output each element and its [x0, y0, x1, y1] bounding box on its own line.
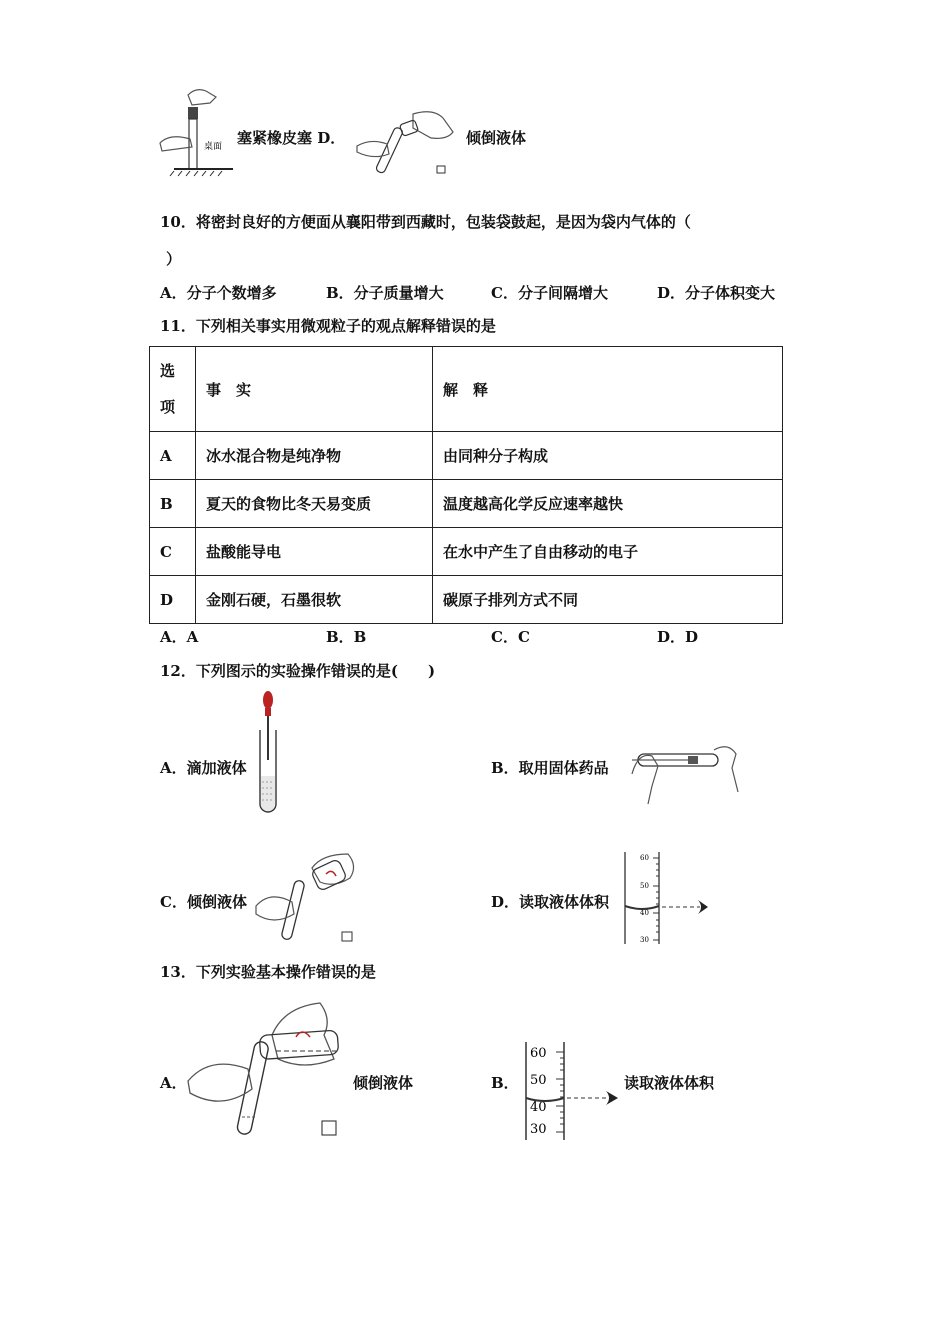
q10-option-b[interactable]: B．分子质量增大: [326, 284, 444, 302]
q13-option-a-letter[interactable]: A．: [160, 1074, 187, 1092]
row-fact: 盐酸能导电: [196, 528, 433, 576]
row-option: B: [150, 480, 196, 528]
row-explanation: 在水中产生了自由移动的电子: [433, 528, 783, 576]
q11-option-b[interactable]: B．B: [326, 628, 367, 646]
q13-option-a-caption: 倾倒液体: [353, 1074, 414, 1092]
pour-liquid-image-c: [254, 850, 362, 946]
row-fact: 冰水混合物是纯净物: [196, 432, 433, 480]
tick-label: 50: [640, 882, 649, 890]
cylinder-reading-image: [622, 850, 717, 946]
header-option-bottom: 项: [160, 398, 176, 416]
pour-liquid-image: [355, 108, 460, 178]
q11-option-d[interactable]: D．D: [657, 628, 699, 646]
q10-option-c[interactable]: C．分子间隔增大: [491, 284, 608, 302]
header-fact: 事 实: [196, 347, 433, 432]
cylinder-reading-image-13b: [524, 1040, 624, 1142]
q12-option-a[interactable]: A．滴加液体: [160, 759, 247, 777]
q12-option-b[interactable]: B．取用固体药品: [491, 759, 609, 777]
option-c-label: 塞紧橡皮塞 D．: [237, 129, 346, 147]
q13-option-b-letter[interactable]: B．: [491, 1074, 519, 1092]
row-fact: 金刚石硬，石墨很软: [196, 576, 433, 624]
tick-label: 60: [530, 1046, 547, 1061]
tick-label: 30: [530, 1122, 547, 1137]
table-header-row: [150, 347, 783, 432]
dropper-test-tube-image: [256, 690, 280, 814]
option-d-label: 倾倒液体: [466, 129, 527, 147]
q10-option-d[interactable]: D．分子体积变大: [657, 284, 776, 302]
insert-stopper-image: [158, 85, 233, 177]
q11-option-c[interactable]: C．C: [491, 628, 530, 646]
q13-option-b-caption: 读取液体体积: [624, 1074, 715, 1092]
header-option-top: 选: [160, 362, 176, 380]
q12-option-d[interactable]: D．读取液体体积: [491, 893, 610, 911]
row-explanation: 温度越高化学反应速率越快: [433, 480, 783, 528]
q10-stem-line1: 10．将密封良好的方便面从襄阳带到西藏时，包装袋鼓起，是因为袋内气体的（: [160, 213, 691, 231]
tick-label: 40: [530, 1100, 547, 1115]
header-explanation: 解 释: [433, 347, 783, 432]
row-option: A: [150, 432, 196, 480]
row-option: C: [150, 528, 196, 576]
table-caption: 桌面: [204, 142, 223, 152]
solid-drug-image: [628, 744, 743, 810]
table-row: [150, 432, 783, 480]
tick-label: 60: [640, 854, 649, 862]
q12-option-c[interactable]: C．倾倒液体: [160, 893, 247, 911]
row-explanation: 由同种分子构成: [433, 432, 783, 480]
table-row: [150, 528, 783, 576]
tick-label: 40: [640, 909, 649, 917]
tick-label: 50: [530, 1073, 547, 1088]
q13-stem: 13．下列实验基本操作错误的是: [160, 963, 376, 981]
tick-label: 30: [640, 936, 649, 944]
q10-option-a[interactable]: A．分子个数增多: [160, 284, 277, 302]
row-option: D: [150, 576, 196, 624]
q12-stem: 12．下列图示的实验操作错误的是( ): [160, 662, 436, 680]
row-explanation: 碳原子排列方式不同: [433, 576, 783, 624]
q11-facts-table: [149, 346, 783, 624]
q11-option-a[interactable]: A．A: [160, 628, 199, 646]
row-fact: 夏天的食物比冬天易变质: [196, 480, 433, 528]
q11-stem: 11．下列相关事实用微观粒子的观点解释错误的是: [160, 317, 496, 335]
q10-stem-line2: ）: [166, 250, 182, 268]
table-row: [150, 576, 783, 624]
pour-liquid-image-13a: [186, 997, 356, 1142]
table-row: [150, 480, 783, 528]
